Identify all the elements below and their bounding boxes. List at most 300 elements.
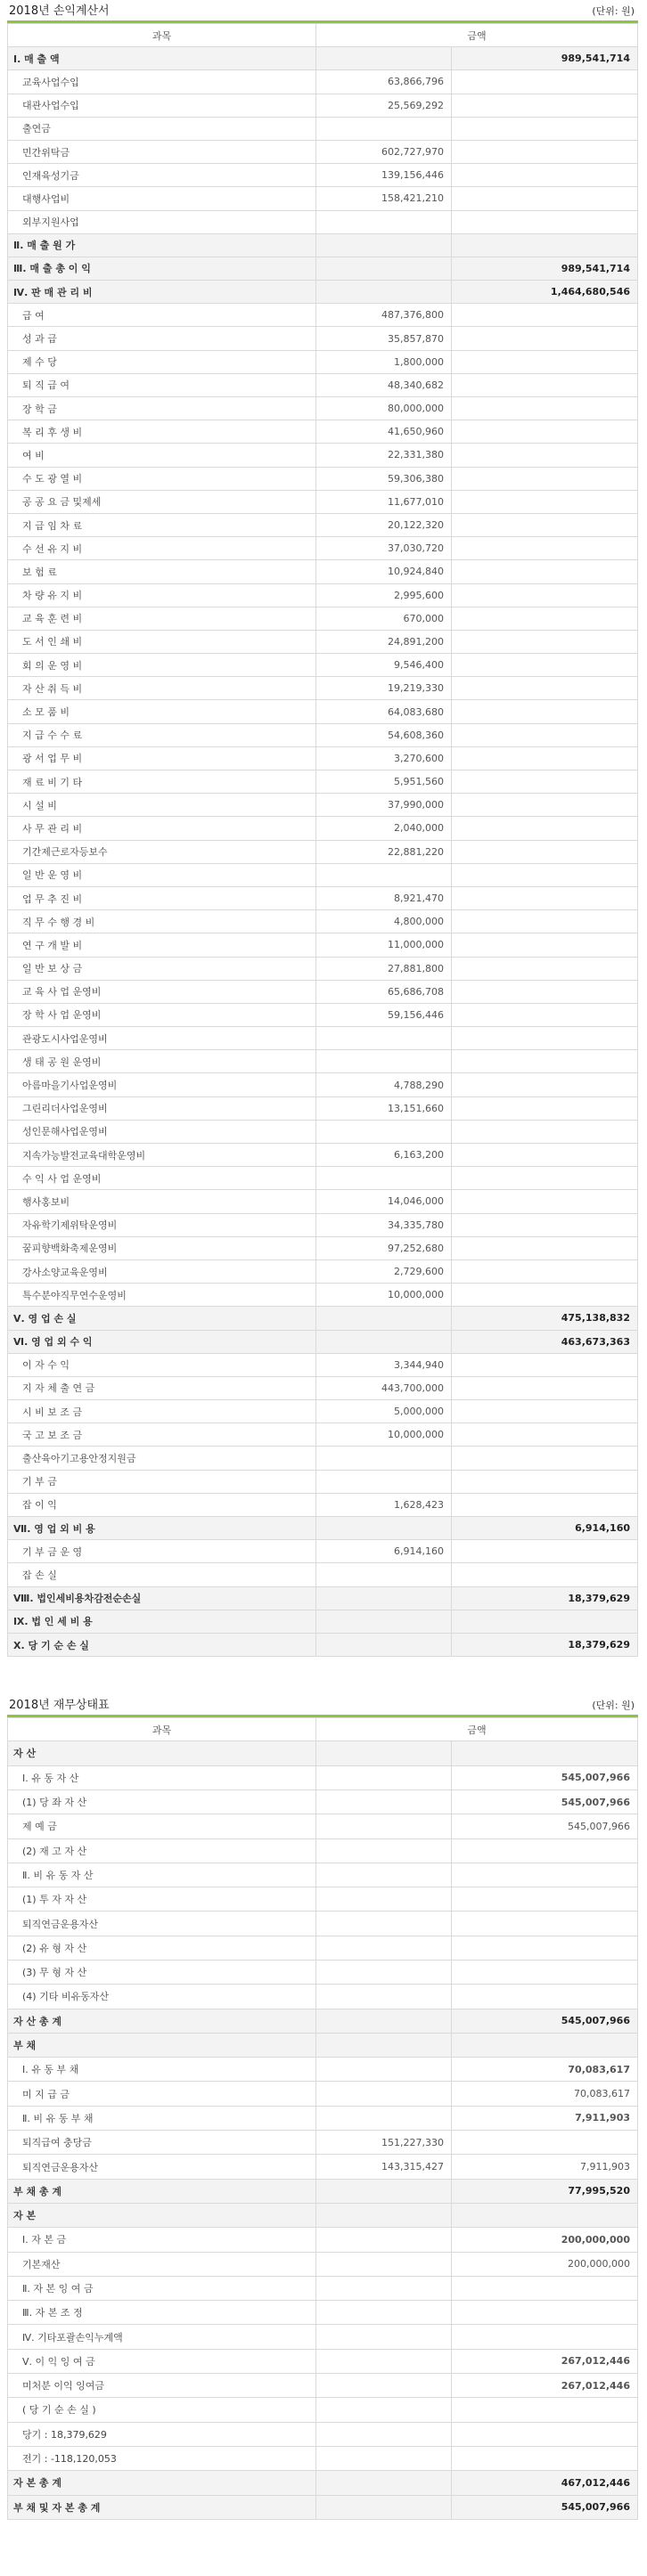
table-header-row (8, 1718, 638, 1741)
table-row (8, 1563, 638, 1586)
table-row (8, 2301, 638, 2325)
row-amount-total (452, 1610, 638, 1633)
row-amount-detail: 487,376,800 (316, 304, 452, 327)
table-row (8, 1985, 638, 2009)
row-amount-detail (316, 2203, 452, 2227)
table-row (8, 957, 638, 980)
table-row (8, 2203, 638, 2227)
row-amount-detail: 1,800,000 (316, 350, 452, 373)
row-amount-total (452, 746, 638, 770)
row-amount-detail (316, 1960, 452, 1984)
table-row (8, 1814, 638, 1838)
row-amount-total (452, 117, 638, 140)
table-row (8, 281, 638, 304)
row-label: (3) 무 형 자 산 (8, 1960, 316, 1984)
row-amount-detail (316, 1838, 452, 1863)
row-amount-detail (316, 1330, 452, 1353)
row-amount-total (452, 863, 638, 886)
row-label: 지속가능발전교육대학운영비 (8, 1144, 316, 1167)
table-row (8, 94, 638, 117)
row-amount-detail: 2,040,000 (316, 817, 452, 840)
table-row (8, 700, 638, 723)
row-label: 여 비 (8, 444, 316, 467)
row-amount-total (452, 1259, 638, 1283)
row-amount-detail: 35,857,870 (316, 327, 452, 350)
row-amount-total (452, 467, 638, 490)
row-label: 자 산 취 득 비 (8, 677, 316, 700)
row-label: 제 예 금 (8, 1814, 316, 1838)
row-amount-detail: 3,270,600 (316, 746, 452, 770)
row-amount-total: 463,673,363 (452, 1330, 638, 1353)
row-label: 연 구 개 발 비 (8, 933, 316, 957)
table-row (8, 1284, 638, 1307)
row-amount-detail: 37,990,000 (316, 794, 452, 817)
row-amount-total (452, 1423, 638, 1447)
row-amount-total (452, 1863, 638, 1887)
row-amount-detail (316, 2009, 452, 2033)
table-row (8, 770, 638, 794)
row-amount-detail (316, 210, 452, 233)
row-amount-total (452, 373, 638, 396)
row-amount-detail (316, 1517, 452, 1540)
income-statement-header (7, 0, 638, 23)
row-label: 수 도 광 열 비 (8, 467, 316, 490)
row-label: Ⅴ. 영 업 손 실 (8, 1307, 316, 1330)
row-amount-total (452, 770, 638, 794)
table-row (8, 1863, 638, 1887)
balance-sheet-unit: (단위: 원) (592, 1700, 635, 1712)
row-amount-total (452, 933, 638, 957)
row-label: 일 반 운 영 비 (8, 863, 316, 886)
row-amount-total (452, 1376, 638, 1399)
row-amount-detail (316, 2471, 452, 2495)
row-amount-total (452, 2398, 638, 2422)
row-amount-total (452, 1887, 638, 1912)
row-amount-detail (316, 1633, 452, 1656)
row-amount-total (452, 1563, 638, 1586)
table-row (8, 1838, 638, 1863)
row-label: 교육사업수입 (8, 70, 316, 94)
table-row (8, 1330, 638, 1353)
row-label: 민간위탁금 (8, 140, 316, 163)
table-row (8, 1423, 638, 1447)
row-label: 기본재산 (8, 2252, 316, 2276)
table-row (8, 2009, 638, 2033)
row-amount-detail (316, 2374, 452, 2398)
row-label: 부 채 및 자 본 총 계 (8, 2495, 316, 2519)
table-row (8, 2082, 638, 2106)
row-amount-total: 77,995,520 (452, 2179, 638, 2203)
row-amount-detail: 41,650,960 (316, 420, 452, 444)
row-amount-total (452, 94, 638, 117)
table-row (8, 2106, 638, 2130)
row-amount-total: 989,541,714 (452, 257, 638, 280)
table-row (8, 187, 638, 210)
row-amount-total: 989,541,714 (452, 47, 638, 70)
row-label: 광 서 업 무 비 (8, 746, 316, 770)
row-label: 그린리더사업운영비 (8, 1096, 316, 1120)
row-amount-total (452, 1353, 638, 1376)
row-amount-total (452, 1936, 638, 1960)
row-label: 업 무 추 진 비 (8, 886, 316, 909)
row-amount-total (452, 187, 638, 210)
row-amount-detail: 64,083,680 (316, 700, 452, 723)
row-amount-detail (316, 1027, 452, 1050)
row-label: 소 모 품 비 (8, 700, 316, 723)
row-amount-total (452, 1167, 638, 1190)
row-amount-total (452, 2131, 638, 2155)
row-amount-detail: 10,000,000 (316, 1284, 452, 1307)
row-amount-total (452, 560, 638, 583)
row-amount-total (452, 210, 638, 233)
row-label: 생 태 공 원 운영비 (8, 1050, 316, 1073)
row-label: Ⅱ. 자 본 잉 여 금 (8, 2276, 316, 2300)
row-amount-detail: 37,030,720 (316, 537, 452, 560)
row-amount-detail: 27,881,800 (316, 957, 452, 980)
table-row (8, 70, 638, 94)
row-amount-detail (316, 1936, 452, 1960)
row-amount-detail (316, 2252, 452, 2276)
table-row (8, 1887, 638, 1912)
table-row (8, 2495, 638, 2519)
row-label: 관광도시사업운영비 (8, 1027, 316, 1050)
row-amount-total (452, 723, 638, 746)
row-amount-total (452, 1447, 638, 1470)
row-amount-detail (316, 2349, 452, 2373)
row-label: 퇴 직 급 여 (8, 373, 316, 396)
row-amount-total: 545,007,966 (452, 2495, 638, 2519)
row-amount-detail: 602,727,970 (316, 140, 452, 163)
row-label: 당기 : 18,379,629 (8, 2422, 316, 2446)
row-label: 장 학 금 (8, 397, 316, 420)
row-amount-total (452, 2325, 638, 2349)
row-label: 인재육성기금 (8, 164, 316, 187)
table-row (8, 630, 638, 653)
row-amount-detail (316, 233, 452, 257)
row-label: 행사홍보비 (8, 1190, 316, 1213)
header-amount: 금액 (316, 1718, 638, 1741)
row-amount-detail: 8,921,470 (316, 886, 452, 909)
row-amount-total (452, 1190, 638, 1213)
table-row (8, 2276, 638, 2300)
table-row (8, 327, 638, 350)
row-amount-detail: 4,800,000 (316, 910, 452, 933)
table-row (8, 1073, 638, 1096)
row-amount-detail (316, 2325, 452, 2349)
row-amount-total (452, 1120, 638, 1143)
row-amount-total (452, 304, 638, 327)
table-row (8, 817, 638, 840)
row-amount-detail: 10,000,000 (316, 1423, 452, 1447)
row-label: 꿈피향백화축제운영비 (8, 1236, 316, 1259)
row-amount-total: 70,083,617 (452, 2082, 638, 2106)
row-amount-detail (316, 1586, 452, 1610)
row-amount-detail: 54,608,360 (316, 723, 452, 746)
row-amount-detail (316, 257, 452, 280)
row-amount-detail: 1,628,423 (316, 1493, 452, 1516)
row-label: 아름마을기사업운영비 (8, 1073, 316, 1096)
table-row (8, 1236, 638, 1259)
table-row (8, 794, 638, 817)
row-amount-detail: 5,000,000 (316, 1400, 452, 1423)
row-amount-total: 70,083,617 (452, 2058, 638, 2082)
row-label: 보 험 료 (8, 560, 316, 583)
row-amount-total (452, 1960, 638, 1984)
row-amount-total: 545,007,966 (452, 2009, 638, 2033)
table-row (8, 47, 638, 70)
row-amount-detail: 670,000 (316, 607, 452, 630)
row-label: 자 본 총 계 (8, 2471, 316, 2495)
row-amount-detail (316, 1610, 452, 1633)
table-header-row (8, 24, 638, 47)
row-amount-detail: 2,995,600 (316, 583, 452, 607)
row-amount-total (452, 817, 638, 840)
table-row (8, 560, 638, 583)
row-amount-detail: 34,335,780 (316, 1213, 452, 1236)
row-label: (4) 기타 비유동자산 (8, 1985, 316, 2009)
row-label: 이 자 수 익 (8, 1353, 316, 1376)
table-row (8, 1307, 638, 1330)
row-label: 제 수 당 (8, 350, 316, 373)
table-row (8, 1741, 638, 1765)
table-row (8, 233, 638, 257)
row-label: Ⅰ. 유 동 부 채 (8, 2058, 316, 2082)
row-label: 회 의 운 영 비 (8, 654, 316, 677)
row-amount-total (452, 537, 638, 560)
row-label: Ⅶ. 영 업 외 비 용 (8, 1517, 316, 1540)
row-amount-detail: 6,163,200 (316, 1144, 452, 1167)
row-amount-detail: 143,315,427 (316, 2155, 452, 2179)
row-amount-total: 18,379,629 (452, 1586, 638, 1610)
row-label: 성인문해사업운영비 (8, 1120, 316, 1143)
row-amount-total (452, 327, 638, 350)
row-amount-detail (316, 1167, 452, 1190)
row-amount-detail (316, 1307, 452, 1330)
row-amount-detail: 48,340,682 (316, 373, 452, 396)
row-amount-total (452, 1027, 638, 1050)
row-label: 도 서 인 쇄 비 (8, 630, 316, 653)
table-row (8, 467, 638, 490)
row-amount-detail (316, 117, 452, 140)
table-row (8, 863, 638, 886)
row-amount-total (452, 1985, 638, 2009)
row-amount-total (452, 700, 638, 723)
row-amount-total (452, 1912, 638, 1936)
row-amount-total (452, 1236, 638, 1259)
row-label: ( 당 기 순 손 실 ) (8, 2398, 316, 2422)
row-label: 특수분야직무연수운영비 (8, 1284, 316, 1307)
row-amount-total (452, 490, 638, 513)
table-row (8, 210, 638, 233)
row-amount-total (452, 1838, 638, 1863)
table-row (8, 1050, 638, 1073)
row-amount-total (452, 2033, 638, 2057)
table-row (8, 723, 638, 746)
row-amount-detail: 5,951,560 (316, 770, 452, 794)
row-amount-detail: 6,914,160 (316, 1540, 452, 1563)
row-amount-detail (316, 2179, 452, 2203)
table-row (8, 1912, 638, 1936)
row-amount-total (452, 1144, 638, 1167)
table-row (8, 444, 638, 467)
row-label: Ⅵ. 영 업 외 수 익 (8, 1330, 316, 1353)
table-row (8, 2228, 638, 2252)
row-label: 성 과 급 (8, 327, 316, 350)
row-amount-total (452, 2446, 638, 2470)
row-label: (2) 유 형 자 산 (8, 1936, 316, 1960)
row-amount-total: 545,007,966 (452, 1765, 638, 1789)
row-amount-detail: 22,331,380 (316, 444, 452, 467)
row-amount-total (452, 397, 638, 420)
row-amount-total: 267,012,446 (452, 2349, 638, 2373)
row-amount-detail (316, 1887, 452, 1912)
row-label: 미처분 이익 잉여금 (8, 2374, 316, 2398)
row-amount-detail: 2,729,600 (316, 1259, 452, 1283)
row-amount-detail: 14,046,000 (316, 1190, 452, 1213)
row-amount-detail (316, 1050, 452, 1073)
table-row (8, 1144, 638, 1167)
row-label: Ⅴ. 이 익 잉 여 금 (8, 2349, 316, 2373)
table-row (8, 2398, 638, 2422)
table-row (8, 537, 638, 560)
row-label: 기 부 금 운 영 (8, 1540, 316, 1563)
row-amount-detail: 80,000,000 (316, 397, 452, 420)
row-label: Ⅰ. 매 출 액 (8, 47, 316, 70)
row-amount-detail (316, 2422, 452, 2446)
row-label: 장 학 사 업 운영비 (8, 1003, 316, 1026)
row-amount-total: 545,007,966 (452, 1789, 638, 1814)
row-amount-total (452, 1741, 638, 1765)
row-label: Ⅲ. 자 본 조 정 (8, 2301, 316, 2325)
row-label: 차 량 유 지 비 (8, 583, 316, 607)
row-amount-detail (316, 2058, 452, 2082)
row-amount-detail: 65,686,708 (316, 980, 452, 1003)
row-amount-total (452, 420, 638, 444)
row-label: 복 리 후 생 비 (8, 420, 316, 444)
row-label: 자 본 (8, 2203, 316, 2227)
row-amount-detail (316, 2228, 452, 2252)
table-row (8, 1936, 638, 1960)
row-label: Ⅲ. 매 출 총 이 익 (8, 257, 316, 280)
table-row (8, 2374, 638, 2398)
row-amount-detail (316, 1741, 452, 1765)
row-amount-detail: 9,546,400 (316, 654, 452, 677)
row-amount-total (452, 910, 638, 933)
row-label: 잡 손 실 (8, 1563, 316, 1586)
row-label: 교 육 훈 련 비 (8, 607, 316, 630)
row-amount-detail (316, 2106, 452, 2130)
row-label: 퇴직연금운용자산 (8, 2155, 316, 2179)
row-label: (2) 재 고 자 산 (8, 1838, 316, 1863)
row-amount-total: 7,911,903 (452, 2155, 638, 2179)
row-amount-detail: 4,788,290 (316, 1073, 452, 1096)
row-amount-detail (316, 2276, 452, 2300)
header-subject: 과목 (8, 1718, 316, 1741)
row-amount-detail (316, 47, 452, 70)
row-amount-total (452, 1400, 638, 1423)
income-statement-table (7, 23, 638, 1657)
row-label: 대관사업수입 (8, 94, 316, 117)
row-label: 부 채 (8, 2033, 316, 2057)
income-statement-unit: (단위: 원) (592, 5, 635, 17)
table-row (8, 513, 638, 536)
row-amount-total (452, 654, 638, 677)
row-amount-total (452, 794, 638, 817)
row-label: 퇴직급여 충당금 (8, 2131, 316, 2155)
table-row (8, 397, 638, 420)
row-amount-total (452, 583, 638, 607)
row-label: 교 육 사 업 운영비 (8, 980, 316, 1003)
row-label: Ⅹ. 당 기 순 손 실 (8, 1633, 316, 1656)
table-row (8, 1633, 638, 1656)
row-label: (1) 투 자 자 산 (8, 1887, 316, 1912)
row-amount-detail: 59,306,380 (316, 467, 452, 490)
row-amount-detail (316, 1765, 452, 1789)
row-label: 사 무 관 리 비 (8, 817, 316, 840)
row-amount-detail: 63,866,796 (316, 70, 452, 94)
row-amount-detail: 158,421,210 (316, 187, 452, 210)
row-amount-detail: 97,252,680 (316, 1236, 452, 1259)
row-amount-total (452, 233, 638, 257)
row-label: 재 료 비 기 타 (8, 770, 316, 794)
row-label: Ⅳ. 판 매 관 리 비 (8, 281, 316, 304)
table-row (8, 1586, 638, 1610)
row-amount-total (452, 1050, 638, 1073)
table-row (8, 1027, 638, 1050)
row-label: 기간제근로자등보수 (8, 840, 316, 863)
row-amount-total: 6,914,160 (452, 1517, 638, 1540)
table-row (8, 420, 638, 444)
table-row (8, 1213, 638, 1236)
row-label: 시 비 보 조 금 (8, 1400, 316, 1423)
table-row (8, 1960, 638, 1984)
row-label: 수 선 유 지 비 (8, 537, 316, 560)
table-row (8, 1493, 638, 1516)
table-row (8, 373, 638, 396)
row-label: 대행사업비 (8, 187, 316, 210)
row-amount-detail (316, 863, 452, 886)
table-row (8, 490, 638, 513)
table-row (8, 2349, 638, 2373)
table-row (8, 1096, 638, 1120)
header-subject: 과목 (8, 24, 316, 47)
table-row (8, 350, 638, 373)
table-row (8, 1789, 638, 1814)
row-amount-total (452, 1003, 638, 1026)
table-row (8, 980, 638, 1003)
table-row (8, 140, 638, 163)
row-amount-total (452, 1540, 638, 1563)
row-amount-detail: 11,677,010 (316, 490, 452, 513)
row-amount-detail: 139,156,446 (316, 164, 452, 187)
table-row (8, 1765, 638, 1789)
row-amount-detail: 24,891,200 (316, 630, 452, 653)
table-row (8, 2422, 638, 2446)
table-row (8, 304, 638, 327)
row-amount-total (452, 2422, 638, 2446)
row-amount-detail: 443,700,000 (316, 1376, 452, 1399)
table-row (8, 2252, 638, 2276)
row-amount-total: 1,464,680,546 (452, 281, 638, 304)
row-amount-total (452, 957, 638, 980)
row-label: 지 급 수 수 료 (8, 723, 316, 746)
row-label: 전기 : -118,120,053 (8, 2446, 316, 2470)
row-label: 미 지 급 금 (8, 2082, 316, 2106)
row-amount-detail (316, 2446, 452, 2470)
table-row (8, 2155, 638, 2179)
row-amount-total (452, 1493, 638, 1516)
row-label: 퇴직연금운용자산 (8, 1912, 316, 1936)
